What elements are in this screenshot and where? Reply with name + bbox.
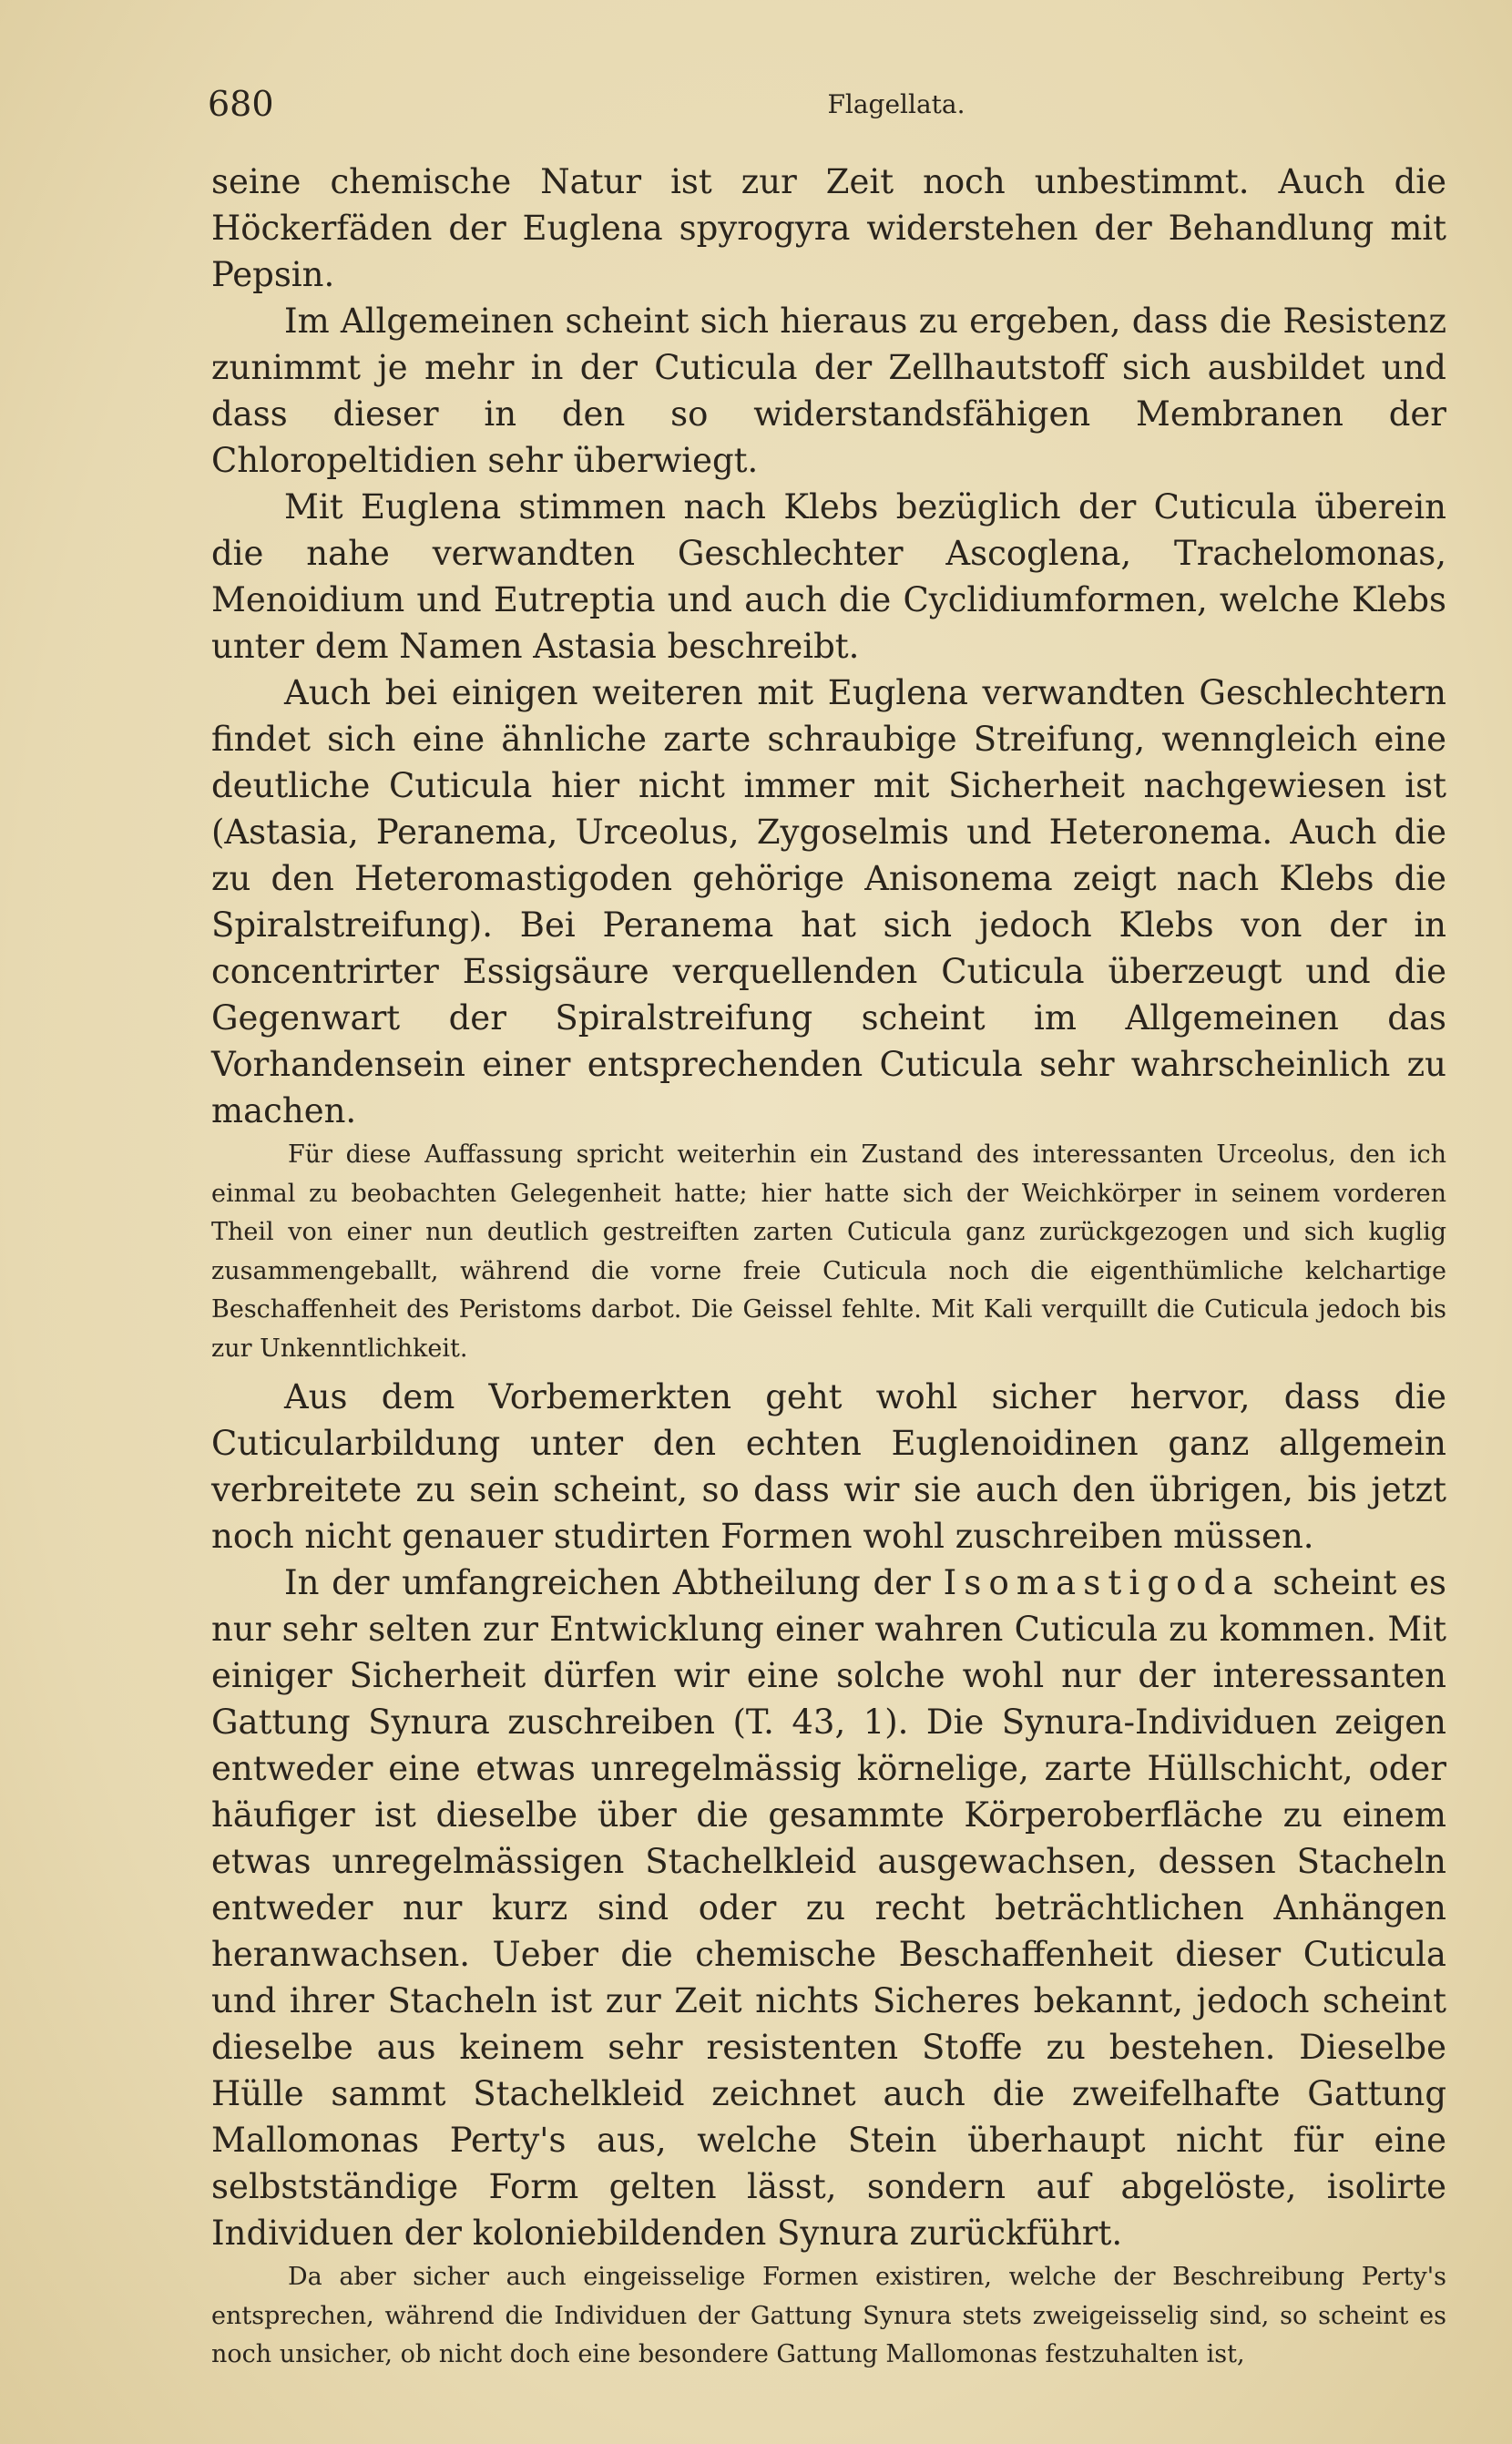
paragraph-text: In der umfangreichen Abtheilung der bbox=[284, 1563, 944, 1602]
body-text bbox=[211, 159, 1446, 2380]
paragraph: Im Allgemeinen scheint sich hieraus zu ergeben, dass die Resistenz zunimmt je mehr in der Cuticula der Zellhautstoff sich ausbildet und dass dieser in den so widerstandsfähigen Membranen der Chloropeltidien sehr überwiegt. bbox=[211, 302, 1446, 480]
paragraph: Mit Euglena stimmen nach Klebs bezüglich der Cuticula überein die nahe verwandten Geschlechter Ascoglena, Trachelomonas, Menoidium und Eutreptia und auch die Cyclidiumformen, welche Klebs unter dem Namen Astasia beschreibt. bbox=[211, 487, 1446, 666]
spaced-term: Isomastigoda bbox=[943, 1563, 1261, 1602]
paragraph: Auch bei einigen weiteren mit Euglena verwandten Geschlechtern findet sich eine ähnliche zarte schraubige Streifung, wenngleich eine deutliche Cuticula hier nicht immer mit Sicherheit nachgewiesen ist (Astasia, Peranema, Urceolus, Zygoselmis und Heteronema. Auch die zu den Heteromastigoden gehörige Anisonema zeigt nach Klebs die Spiralstreifung). Bei Peranema hat sich jedoch Klebs von der in concentrirter Essigsäure verquellenden Cuticula überzeugt und die Gegenwart der Spiralstreifung scheint im Allgemeinen das Vorhandensein einer entsprechenden Cuticula sehr wahrscheinlich zu machen. bbox=[211, 673, 1446, 1130]
page-header bbox=[208, 84, 1448, 129]
paragraph: seine chemische Natur ist zur Zeit noch unbestimmt. Auch die Höckerfäden der Euglena spyrogyra widerstehen der Behandlung mit Pepsin. bbox=[211, 162, 1446, 294]
paragraph bbox=[211, 1559, 1446, 2256]
small-print-note: Da aber sicher auch eingeisselige Formen existiren, welche der Beschreibung Perty's entsprechen, während die Individuen der Gattung Synura stets zweigeisselig sind, so scheint es noch unsicher, ob nicht doch eine besondere Gattung Mallomonas festzuhalten ist, bbox=[211, 2263, 1446, 2368]
paragraph: Aus dem Vorbemerkten geht wohl sicher hervor, dass die Cuticularbildung unter den echten Euglenoidinen ganz allgemein verbreitete zu sein scheint, so dass wir sie auch den übrigen, bis jetzt noch nicht genauer studirten Formen wohl zuschreiben müssen. bbox=[211, 1377, 1446, 1556]
running-title: Flagellata. bbox=[827, 89, 965, 119]
page-number: 680 bbox=[208, 84, 274, 124]
paragraph-text: scheint es nur sehr selten zur Entwicklung einer wahren Cuticula zu kommen. Mit einiger Sicherheit dürfen wir eine solche wohl nur der interessanten Gattung Synura zuschreiben (T. 43, 1). Die Synura-Individuen zeigen entweder eine etwas unregelmässig körnelige, zarte Hüllschicht, oder häufiger ist dieselbe über die gesammte Körperoberfläche zu einem etwas unregelmässigen Stachelkleid ausgewachsen, dessen Stacheln entweder nur kurz sind oder zu recht beträchtlichen Anhängen heranwachsen. Ueber die chemische Beschaffenheit dieser Cuticula und ihrer Stacheln ist zur Zeit nichts Sicheres bekannt, jedoch scheint dieselbe aus keinem sehr resistenten Stoffe zu bestehen. Dieselbe Hülle sammt Stachelkleid zeichnet auch die zweifelhafte Gattung Mallomonas Perty's aus, welche Stein überhaupt nicht für eine selbstständige Form gelten lässt, sondern auf abgelöste, isolirte Individuen der koloniebildenden Synura zurückführt. bbox=[211, 1563, 1446, 2253]
small-print-note: Für diese Auffassung spricht weiterhin ein Zustand des interessanten Urceolus, den ich einmal zu beobachten Gelegenheit hatte; hier hatte sich der Weichkörper in seinem vorderen Theil von einer nun deutlich gestreiften zarten Cuticula ganz zurückgezogen und sich kuglig zusammengeballt, während die vorne freie Cuticula noch die eigenthümliche kelchartige Beschaffenheit des Peristoms darbot. Die Geissel fehlte. Mit Kali verquillt die Cuticula jedoch bis zur Unkenntlichkeit. bbox=[211, 1140, 1446, 1363]
